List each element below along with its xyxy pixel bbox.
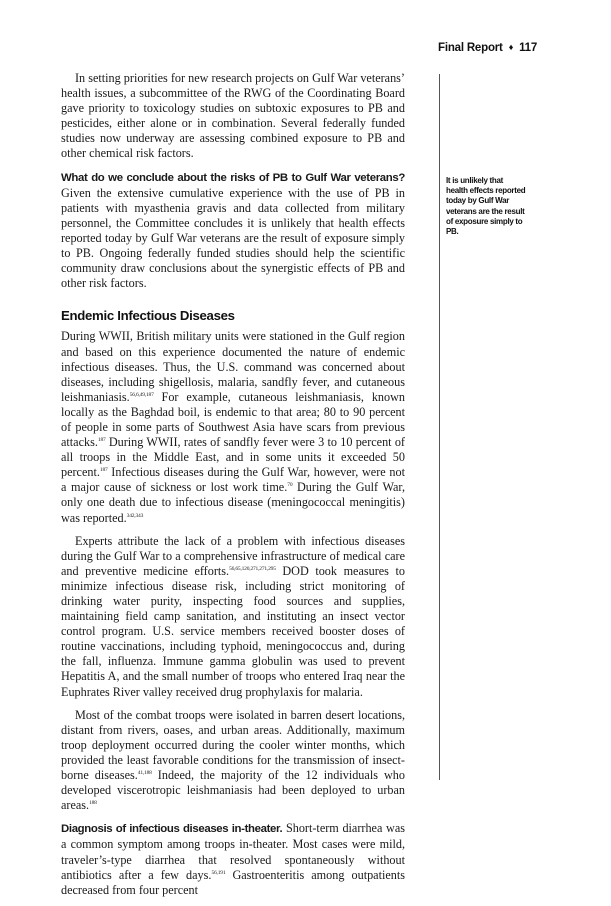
text-span: Gastroenteritis among outpatients decreased from four percent [61, 867, 405, 897]
running-head [438, 42, 537, 54]
text-span: DOD took measures to minimize infectious disease risk, including strict monitoring of drinking water purity, inspecting food sources and supplies, maintaining field camp sanitation, and instituting an insect vector control program. U.S. service members received booster doses of routine vaccinations, including typhoid, meningococcus and, during the fall, influenza. Immune gamma globulin was used to prevent Hepatitis A, and the small number of troops who entered Iraq near the Euphrates River valley received drug prophylaxis for malaria. [61, 563, 405, 699]
citation-ref: 70 [287, 482, 293, 489]
citation-ref: 187 [97, 437, 106, 444]
citation-ref: 41,188 [137, 770, 152, 777]
runin-heading-pb-risks: What do we conclude about the risks of PB to Gulf War veterans? [61, 171, 405, 184]
paragraph-pb-conclusion [61, 170, 405, 292]
text-span: During WWII, British military units were stationed in the Gulf region and based on this experience documented the nature of endemic infectious diseases. Thus, the U.S. command was concerned about diseases, including shigellosis, malaria, sandfly fever, and cutaneous leishmaniasis. [61, 329, 405, 404]
text-span: For example, cutaneous leishmaniasis, known locally as the Baghdad boil, is endemic to that area; 80 to 90 percent of people in some parts of Southwest Asia have scars from previous attacks. [61, 389, 405, 450]
main-text-column [61, 71, 405, 906]
text-span: Short-term diarrhea was a common symptom among troops in-theater. Most cases were mild, traveler’s-type diarrhea that resolved spontaneously without antibiotics after a few days. [61, 821, 405, 882]
text-span: During WWII, rates of sandfly fever were 3 to 10 percent of all troops in the Middle East, and in some units it exceeded 50 percent. [61, 435, 405, 480]
diamond-separator-icon: ♦ [508, 42, 514, 52]
citation-ref: 56,65,120,271,271,295 [229, 565, 276, 572]
runin-heading-diagnosis: Diagnosis of infectious diseases in-theater. [61, 823, 283, 836]
citation-ref: 342,343 [126, 512, 144, 519]
paragraph-diagnosis-in-theater [61, 821, 405, 897]
citation-ref: 56,6,49,187 [129, 391, 154, 398]
citation-ref: 187 [99, 467, 108, 474]
margin-pull-quote: It is unlikely that health effects reported today by Gulf War veterans are the result of exposure simply to PB. [446, 176, 526, 237]
report-title: Final Report [438, 42, 503, 54]
text-span: During the Gulf War, only one death due to infectious disease (meningococcal meningitis) was reported. [61, 480, 405, 525]
paragraph-preventive-medicine [61, 534, 405, 700]
text-span: Experts attribute the lack of a problem with infectious diseases during the Gulf War to a comprehensive infrastructure of medical care and preventive medicine efforts. [61, 533, 405, 578]
text-span: Most of the combat troops were isolated in barren desert locations, distant from rivers, oases, and urban areas. Additionally, maximum troop deployment occurred during the cooler winter months, which provided the least favorable conditions for the transmission of insect-borne diseases. [61, 707, 405, 783]
paragraph-troop-isolation [61, 708, 405, 814]
paragraph-wwii-diseases [61, 329, 405, 525]
text-span: Indeed, the majority of the 12 individuals who developed viscerotropic leishmaniasis had been deployed to urban areas. [61, 768, 405, 813]
page-number: 117 [519, 42, 538, 54]
paragraph-research-priorities: In setting priorities for new research projects on Gulf War veterans’ health issues, a subcommittee of the RWG of the Coordinating Board gave priority to toxicology studies on subtoxic exposures to PB and pesticides, either alone or in combination. Several federally funded studies now underway are assessing combined exposure to PB and other chemical risk factors. [61, 71, 405, 161]
text-span: Infectious diseases during the Gulf War, however, were not a major cause of sickness or lost work time. [61, 465, 405, 495]
citation-ref: 56,191 [211, 869, 226, 876]
paragraph-text: Given the extensive cumulative experience with the use of PB in patients with myasthenia gravis and data collected from military personnel, the Committee concludes it is unlikely that health effects reported today by Gulf War veterans are the result of exposure simply to PB. Ongoing federally funded studies should help the scientific community draw conclusions about the synergistic effects of PB and other risk factors. [61, 185, 405, 291]
margin-divider [439, 74, 440, 780]
citation-ref: 188 [89, 800, 97, 807]
section-heading-endemic-diseases: Endemic Infectious Diseases [61, 308, 235, 324]
